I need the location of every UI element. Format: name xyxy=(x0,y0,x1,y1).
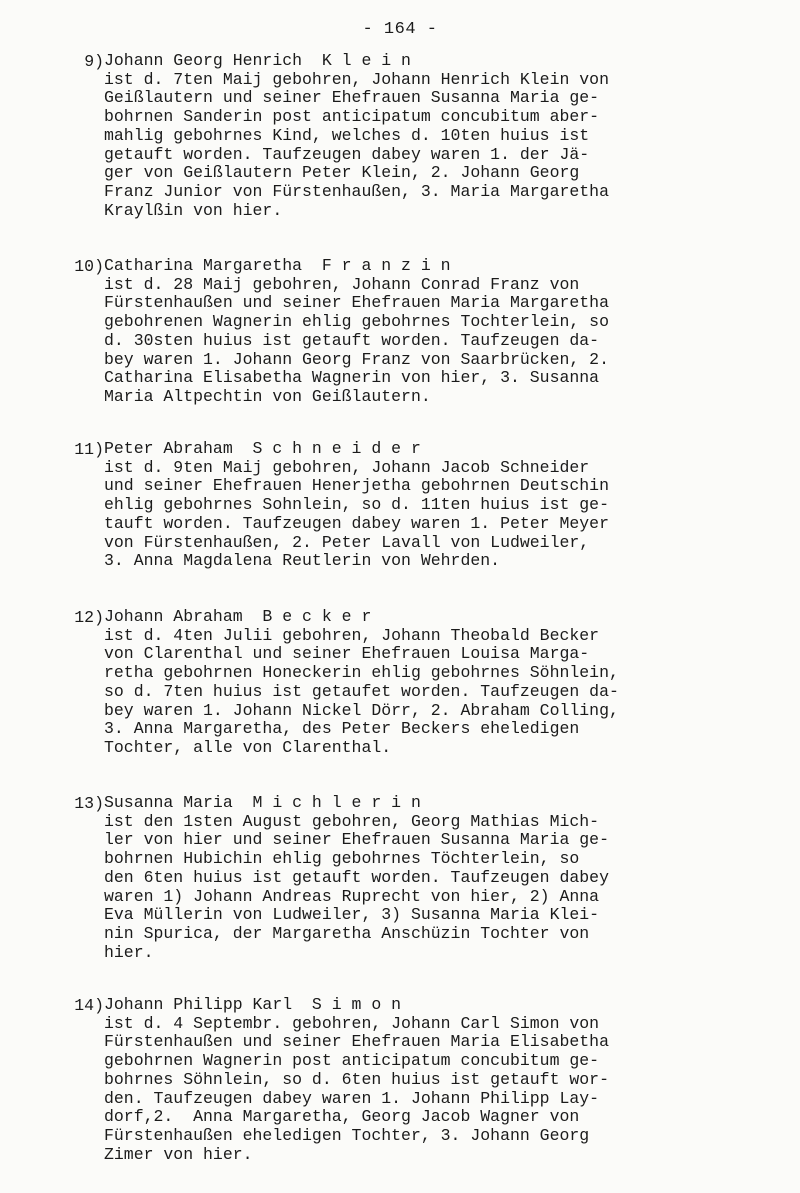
entry-line: ehlig gebohrnes Sohnlein, so d. 11ten huius ist ge- xyxy=(104,495,609,515)
entry-line: gebohrenen Wagnerin ehlig gebohrnes Tochterlein, so xyxy=(104,312,609,332)
entry-line: den 6ten huius ist getauft worden. Taufzeugen dabey xyxy=(104,867,609,887)
entry-line: Tochter, alle von Clarenthal. xyxy=(104,737,392,757)
entry-number: 14) xyxy=(74,996,104,1015)
entry-line: Kraylßin von hier. xyxy=(104,200,283,220)
entry-line: 3. Anna Margaretha, des Peter Beckers eheledigen xyxy=(104,719,580,739)
entry-line: Fürstenhaußen und seiner Ehefrauen Maria Elisabetha xyxy=(104,1032,609,1052)
entry-line: Zimer von hier. xyxy=(104,1144,253,1164)
entry-line: bohrnes Söhnlein, so d. 6ten huius ist getauft wor- xyxy=(104,1069,609,1089)
entry-number: 9) xyxy=(84,52,104,71)
entry-line: retha gebohrnen Honeckerin ehlig gebohrnes Söhnlein, xyxy=(104,663,619,683)
entry-line: bohrnen Sanderin post anticipatum concubitum aber- xyxy=(104,107,600,127)
entry-number: 12) xyxy=(74,608,104,627)
entry-line: waren 1) Johann Andreas Ruprecht von hier, 2) Anna xyxy=(104,886,600,906)
entry-name: Johann Abraham B e c k e r xyxy=(104,607,372,626)
entry-name: Johann Philipp Karl S i m o n xyxy=(104,995,402,1014)
entry-line: Maria Altpechtin von Geißlautern. xyxy=(104,386,431,406)
entry-line: Fürstenhaußen und seiner Ehefrauen Maria Margaretha xyxy=(104,293,609,313)
entry-body xyxy=(104,440,704,571)
entry-body xyxy=(104,794,704,962)
entry-line: ist d. 4 Septembr. gebohren, Johann Carl Simon von xyxy=(104,1013,600,1033)
entry-body xyxy=(104,608,704,758)
entry-line: bey waren 1. Johann Georg Franz von Saarbrücken, 2. xyxy=(104,349,609,369)
entry-name: Peter Abraham S c h n e i d e r xyxy=(104,439,421,458)
entry-line: von Fürstenhaußen, 2. Peter Lavall von Ludweiler, xyxy=(104,532,590,552)
entry-line: ist d. 28 Maij gebohren, Johann Conrad Franz von xyxy=(104,274,580,294)
entry-line: dorf,2. Anna Margaretha, Georg Jacob Wagner von xyxy=(104,1107,580,1127)
entry-line: Eva Müllerin von Ludweiler, 3) Susanna Maria Klei- xyxy=(104,905,600,925)
entry-line: nin Spurica, der Margaretha Anschüzin Tochter von xyxy=(104,923,590,943)
page-number: - 164 - xyxy=(362,20,438,39)
entry-line: ger von Geißlautern Peter Klein, 2. Johann Georg xyxy=(104,163,580,183)
entry-line: ist d. 9ten Maij gebohren, Johann Jacob Schneider xyxy=(104,457,590,477)
entry-line: den. Taufzeugen dabey waren 1. Johann Philipp Lay- xyxy=(104,1088,600,1108)
entry-number: 10) xyxy=(74,257,104,276)
entry-line: ler von hier und seiner Ehefrauen Susanna Maria ge- xyxy=(104,830,609,850)
entry-line: 3. Anna Magdalena Reutlerin von Wehrden. xyxy=(104,551,501,571)
entry-name: Catharina Margaretha F r a n z i n xyxy=(104,256,451,275)
entry-line: Fürstenhaußen eheledigen Tochter, 3. Johann Georg xyxy=(104,1125,590,1145)
entry-line: mahlig gebohrnes Kind, welches d. 10ten huius ist xyxy=(104,125,590,145)
entry-number: 11) xyxy=(74,440,104,459)
entry-line: bohrnen Hubichin ehlig gebohrnes Töchterlein, so xyxy=(104,849,580,869)
entry-name: Johann Georg Henrich K l e i n xyxy=(104,51,411,70)
entry-line: tauft worden. Taufzeugen dabey waren 1. Peter Meyer xyxy=(104,513,609,533)
entry-line: Catharina Elisabetha Wagnerin von hier, 3. Susanna xyxy=(104,368,600,388)
entry-line: und seiner Ehefrauen Henerjetha gebohrnen Deutschin xyxy=(104,476,609,496)
entry-number: 13) xyxy=(74,794,104,813)
entry-line: Franz Junior von Fürstenhaußen, 3. Maria Margaretha xyxy=(104,181,609,201)
entry-body xyxy=(104,996,704,1164)
entry-line: Geißlautern und seiner Ehefrauen Susanna Maria ge- xyxy=(104,88,600,108)
entry-body xyxy=(104,52,704,220)
entry-line: ist den 1sten August gebohren, Georg Mathias Mich- xyxy=(104,811,600,831)
entry-line: ist d. 4ten Julii gebohren, Johann Theobald Becker xyxy=(104,625,600,645)
entry-line: hier. xyxy=(104,942,154,962)
entry-line: getauft worden. Taufzeugen dabey waren 1. der Jä- xyxy=(104,144,590,164)
entry-line: ist d. 7ten Maij gebohren, Johann Henrich Klein von xyxy=(104,69,609,89)
entry-line: gebohrnen Wagnerin post anticipatum concubitum ge- xyxy=(104,1051,600,1071)
entry-body xyxy=(104,257,704,407)
entry-name: Susanna Maria M i c h l e r i n xyxy=(104,793,421,812)
entry-line: von Clarenthal und seiner Ehefrauen Louisa Marga- xyxy=(104,644,590,664)
entry-line: d. 30sten huius ist getauft worden. Taufzeugen da- xyxy=(104,330,600,350)
entry-line: bey waren 1. Johann Nickel Dörr, 2. Abraham Colling, xyxy=(104,700,619,720)
entry-line: so d. 7ten huius ist getaufet worden. Taufzeugen da- xyxy=(104,681,619,701)
